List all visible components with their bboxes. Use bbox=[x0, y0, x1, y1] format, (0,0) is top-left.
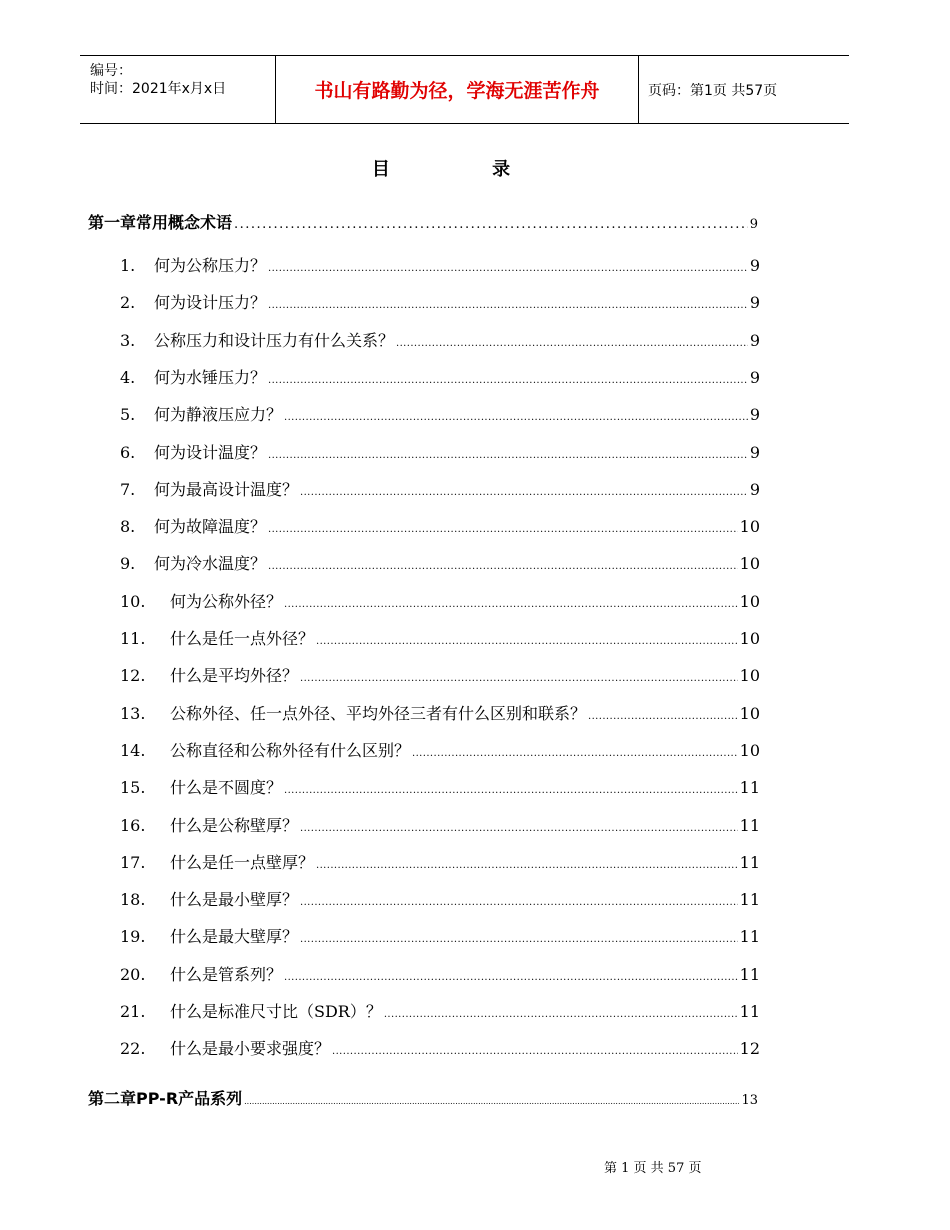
toc-item-text: 何为设计温度？ bbox=[154, 443, 267, 462]
toc-item-number: 6. bbox=[120, 443, 136, 462]
toc-item-number: 13. bbox=[120, 704, 146, 723]
toc-item-text: 何为公称外径？ bbox=[170, 592, 283, 611]
number-label: 编号： bbox=[90, 63, 132, 79]
toc-item-page: 10 bbox=[739, 741, 760, 760]
toc-leader-dots bbox=[284, 599, 738, 610]
toc-item-text: 公称直径和公称外径有什么区别？ bbox=[170, 741, 411, 760]
toc-item-number: 19. bbox=[120, 927, 146, 946]
toc-item-page: 11 bbox=[739, 1002, 760, 1021]
toc-item[interactable] bbox=[120, 813, 760, 836]
toc-item-page: 9 bbox=[749, 331, 760, 350]
toc-item-page: 9 bbox=[749, 480, 760, 499]
toc-item-number: 21. bbox=[120, 1002, 146, 1021]
toc-item[interactable] bbox=[120, 887, 760, 910]
toc-leader-dots bbox=[300, 487, 748, 498]
toc-item-text: 公称压力和设计压力有什么关系？ bbox=[154, 331, 395, 350]
toc-leader-dots bbox=[300, 673, 738, 684]
toc-chapter-title: 第二章PP-R产品系列 bbox=[88, 1089, 243, 1108]
toc-title: 目 录 bbox=[371, 159, 559, 180]
toc-item-page: 11 bbox=[739, 853, 760, 872]
toc-item-page: 10 bbox=[739, 629, 760, 648]
toc-item-number: 10. bbox=[120, 592, 146, 611]
toc-item-number: 3. bbox=[120, 331, 136, 350]
toc-item-number: 7. bbox=[120, 480, 136, 499]
toc-leader-dots bbox=[300, 823, 738, 834]
toc-chapter-title: 第一章常用概念术语 bbox=[88, 213, 233, 232]
toc-item[interactable] bbox=[120, 775, 760, 798]
toc-leader-dots bbox=[284, 785, 738, 796]
toc-item[interactable] bbox=[120, 328, 760, 351]
toc-item-text: 何为静液压应力？ bbox=[154, 405, 283, 424]
toc-chapter-page: 13 bbox=[741, 1093, 758, 1108]
toc-item-text: 什么是任一点外径？ bbox=[170, 629, 315, 648]
toc-chapter-entry[interactable] bbox=[88, 210, 758, 233]
toc-item-page: 12 bbox=[739, 1039, 760, 1058]
header-table bbox=[80, 55, 849, 124]
toc-leader-dots bbox=[300, 897, 738, 908]
toc-item-number: 1. bbox=[120, 256, 136, 275]
toc-item-page: 9 bbox=[749, 293, 760, 312]
toc-item-number: 20. bbox=[120, 965, 146, 984]
time-label: 时间：2021年x月x日 bbox=[90, 81, 227, 97]
toc-item-number: 16. bbox=[120, 816, 146, 835]
toc-item-number: 4. bbox=[120, 368, 136, 387]
toc-item-number: 11. bbox=[120, 629, 146, 648]
toc-item[interactable] bbox=[120, 514, 760, 537]
toc-item-text: 何为冷水温度？ bbox=[154, 554, 267, 573]
toc-leader-dots bbox=[244, 1097, 739, 1106]
toc-item-text: 什么是标准尺寸比（SDR）？ bbox=[170, 1002, 382, 1021]
toc-leader-dots bbox=[316, 636, 738, 647]
header-page-label bbox=[648, 56, 848, 123]
toc-item-text: 公称外径、任一点外径、平均外径三者有什么区别和联系？ bbox=[170, 704, 587, 723]
toc-item-page: 11 bbox=[739, 816, 760, 835]
toc-item[interactable] bbox=[120, 999, 760, 1022]
toc-leader-dots bbox=[412, 748, 738, 759]
toc-leader-dots bbox=[234, 217, 748, 232]
toc-item-number: 18. bbox=[120, 890, 146, 909]
toc-item-text: 什么是最小要求强度？ bbox=[170, 1039, 331, 1058]
toc-item-page: 11 bbox=[739, 778, 760, 797]
toc-item-text: 何为设计压力？ bbox=[154, 293, 267, 312]
toc-chapter-page: 9 bbox=[749, 217, 758, 232]
toc-item-text: 什么是管系列？ bbox=[170, 965, 283, 984]
toc-item-page: 10 bbox=[739, 517, 760, 536]
toc-leader-dots bbox=[316, 860, 738, 871]
toc-leader-dots bbox=[588, 711, 738, 722]
toc-leader-dots bbox=[300, 934, 738, 945]
toc-item-page: 10 bbox=[739, 554, 760, 573]
toc-item-page: 10 bbox=[739, 666, 760, 685]
toc-item-page: 9 bbox=[749, 368, 760, 387]
toc-item[interactable] bbox=[120, 962, 760, 985]
page-label-text: 页码：第1页 共57页 bbox=[648, 82, 778, 99]
toc-item-number: 5. bbox=[120, 405, 136, 424]
toc-item[interactable] bbox=[120, 924, 760, 947]
toc-item[interactable] bbox=[120, 589, 760, 612]
toc-item[interactable] bbox=[120, 477, 760, 500]
toc-item-number: 15. bbox=[120, 778, 146, 797]
toc-item-page: 9 bbox=[749, 256, 760, 275]
toc-leader-dots bbox=[268, 524, 738, 535]
toc-item-page: 9 bbox=[749, 405, 760, 424]
toc-item-number: 12. bbox=[120, 666, 146, 685]
toc-leader-dots bbox=[268, 450, 748, 461]
toc-item-text: 何为水锤压力？ bbox=[154, 368, 267, 387]
toc-leader-dots bbox=[284, 412, 748, 423]
header-motto: 书山有路勤为径，学海无涯苦作舟 bbox=[276, 56, 639, 123]
toc-item[interactable] bbox=[120, 701, 760, 724]
toc-item-text: 什么是最小壁厚？ bbox=[170, 890, 299, 909]
toc-leader-dots bbox=[268, 300, 748, 311]
toc-item-page: 11 bbox=[739, 965, 760, 984]
toc-leader-dots bbox=[268, 375, 748, 386]
toc-item-text: 什么是平均外径？ bbox=[170, 666, 299, 685]
toc-item-page: 10 bbox=[739, 704, 760, 723]
toc-leader-dots bbox=[384, 1009, 738, 1020]
toc-item-page: 10 bbox=[739, 592, 760, 611]
toc-item[interactable] bbox=[120, 402, 760, 425]
page-footer: 第 1 页 共 57 页 bbox=[604, 1161, 702, 1176]
toc-item-number: 9. bbox=[120, 554, 136, 573]
toc-item-number: 14. bbox=[120, 741, 146, 760]
toc-item-page: 11 bbox=[739, 890, 760, 909]
toc-item[interactable] bbox=[120, 1036, 760, 1059]
toc-leader-dots bbox=[268, 561, 738, 572]
toc-item-text: 何为公称压力？ bbox=[154, 256, 267, 275]
toc-leader-dots bbox=[284, 972, 738, 983]
toc-item[interactable] bbox=[120, 290, 760, 313]
toc-leader-dots bbox=[332, 1046, 738, 1057]
toc-item[interactable] bbox=[120, 365, 760, 388]
toc-item-text: 何为最高设计温度？ bbox=[154, 480, 299, 499]
toc-leader-dots bbox=[396, 338, 748, 349]
toc-item-text: 什么是任一点壁厚？ bbox=[170, 853, 315, 872]
toc-item[interactable] bbox=[120, 738, 760, 761]
toc-item-text: 什么是公称壁厚？ bbox=[170, 816, 299, 835]
toc-item-page: 11 bbox=[739, 927, 760, 946]
toc-item[interactable] bbox=[120, 626, 760, 649]
toc-item-text: 何为故障温度？ bbox=[154, 517, 267, 536]
toc-item-text: 什么是最大壁厚？ bbox=[170, 927, 299, 946]
toc-chapter-entry[interactable] bbox=[88, 1086, 758, 1109]
toc-item-number: 8. bbox=[120, 517, 136, 536]
header-meta-cell bbox=[80, 56, 276, 123]
toc-item-page: 9 bbox=[749, 443, 760, 462]
toc-leader-dots bbox=[268, 263, 748, 274]
toc-item[interactable] bbox=[120, 850, 760, 873]
toc-item[interactable] bbox=[120, 440, 760, 463]
toc-item-number: 22. bbox=[120, 1039, 146, 1058]
toc-item[interactable] bbox=[120, 663, 760, 686]
toc-item-number: 17. bbox=[120, 853, 146, 872]
toc-item[interactable] bbox=[120, 253, 760, 276]
toc-item[interactable] bbox=[120, 551, 760, 574]
toc-item-text: 什么是不圆度？ bbox=[170, 778, 283, 797]
toc-item-number: 2. bbox=[120, 293, 136, 312]
